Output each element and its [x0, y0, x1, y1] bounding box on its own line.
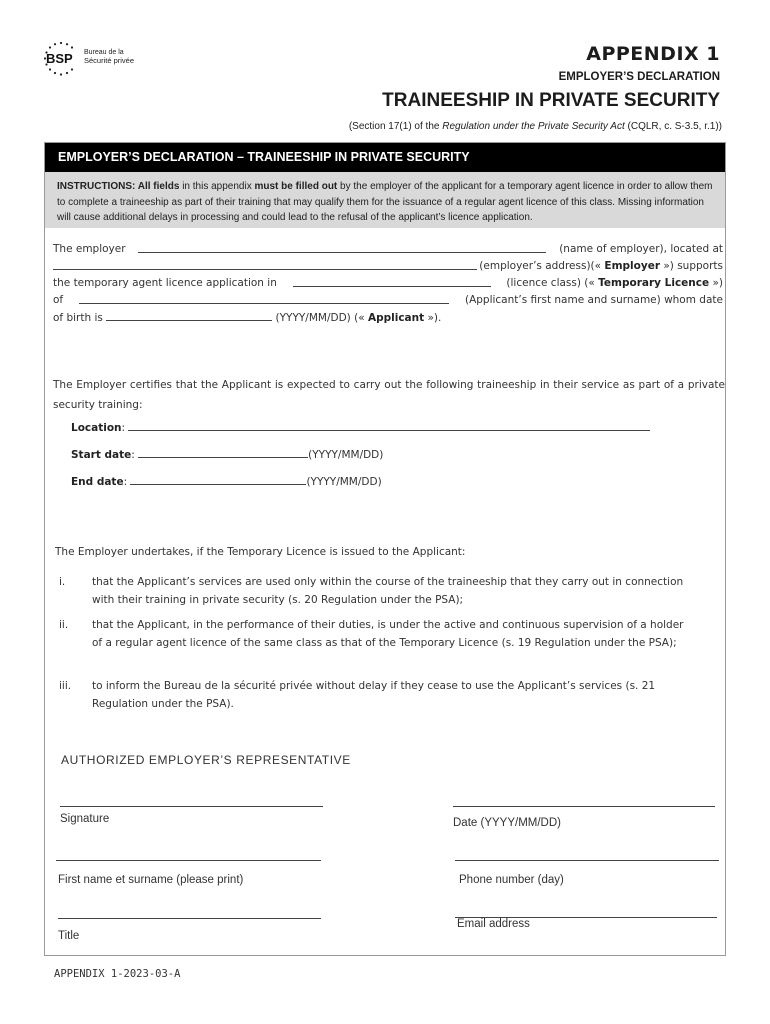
section-reference: (Section 17(1) of the Regulation under the Private Security Act (CQLR, c. S-3.5, r.1))	[348, 121, 722, 132]
appendix-title: APPENDIX 1	[586, 43, 720, 65]
employer-name-field[interactable]	[138, 241, 546, 253]
svg-text:BSP: BSP	[46, 51, 73, 66]
list-item: iii. to inform the Bureau de la sécurité privée without delay if they cease to use the Applicant’s services (s. 21 Regulation under the PSA).	[59, 680, 656, 710]
list-item: i. that the Applicant’s services are used only within the course of the traineeship that they carry out in connection with their training in private security (s. 20 Regulation under the PSA);	[59, 576, 684, 606]
licence-class-field[interactable]	[293, 275, 491, 287]
title-field[interactable]	[58, 918, 321, 919]
certify-paragraph: The Employer certifies that the Applicant is expected to carry out the following traineeship in their service as part of a private security training:	[53, 379, 725, 411]
end-date-field[interactable]	[130, 474, 306, 485]
logo-text-line2: Sécurité privée	[84, 56, 135, 65]
location-row: Location:	[71, 420, 650, 434]
bsp-logo-icon	[42, 40, 80, 78]
title-label: Title	[58, 930, 80, 942]
employer-declaration-paragraph: The employer (name of employer), located at (employer’s address)(« Employer ») supports the temporary agent licence application in (licence class) (« Temporary Licence ») of (Applicant’s first name and surname) whom date of birth is (YYYY/MM/DD) (« Applicant »).	[53, 243, 723, 324]
form-header: EMPLOYER’S DECLARATION – TRAINEESHIP IN PRIVATE SECURITY	[45, 143, 725, 172]
name-label: First name et surname (please print)	[58, 874, 244, 886]
phone-label: Phone number (day)	[459, 874, 564, 886]
declaration-form	[44, 142, 726, 956]
signature-label: Signature	[60, 813, 110, 825]
start-date-field[interactable]	[138, 447, 308, 458]
undertakes-intro: The Employer undertakes, if the Temporary Licence is issued to the Applicant:	[55, 546, 466, 558]
location-field[interactable]	[128, 420, 650, 431]
date-label: Date (YYYY/MM/DD)	[453, 817, 561, 829]
start-date-row: Start date: (YYYY/MM/DD)	[71, 449, 384, 461]
document-code: APPENDIX 1-2023-03-A	[54, 968, 181, 980]
declaration-subtitle: EMPLOYER’S DECLARATION	[558, 71, 720, 83]
instructions-panel: INSTRUCTIONS: All fields in this appendix must be filled out by the employer of the applicant for a temporary agent licence in order to allow them to complete a traineeship as part of their training that may qualify them for the issuance of a regular agent licence of this class. Missing information will cause additional delays in processing and could lead to the refusal of the applicant’s licence application.	[45, 172, 725, 228]
list-item: ii. that the Applicant, in the performance of their duties, is under the active and continuous supervision of a holder of a regular agent licence of the same class as that of the Temporary Licence (s. 19 Regulation under the PSA);	[59, 619, 684, 649]
email-label: Email address	[457, 918, 530, 930]
document-title: TRAINEESHIP IN PRIVATE SECURITY	[382, 90, 720, 111]
date-field[interactable]	[453, 806, 715, 807]
phone-field[interactable]	[455, 860, 719, 861]
birth-date-field[interactable]	[106, 309, 272, 321]
signature-field[interactable]	[60, 806, 323, 807]
bsp-logo	[42, 40, 162, 80]
logo-text-line1: Bureau de la	[84, 49, 124, 56]
end-date-row: End date: (YYYY/MM/DD)	[71, 476, 382, 488]
applicant-name-field[interactable]	[79, 292, 449, 304]
name-field[interactable]	[56, 860, 321, 861]
employer-address-field[interactable]	[53, 258, 477, 270]
representative-heading: AUTHORIZED EMPLOYER’S REPRESENTATIVE	[61, 753, 351, 767]
